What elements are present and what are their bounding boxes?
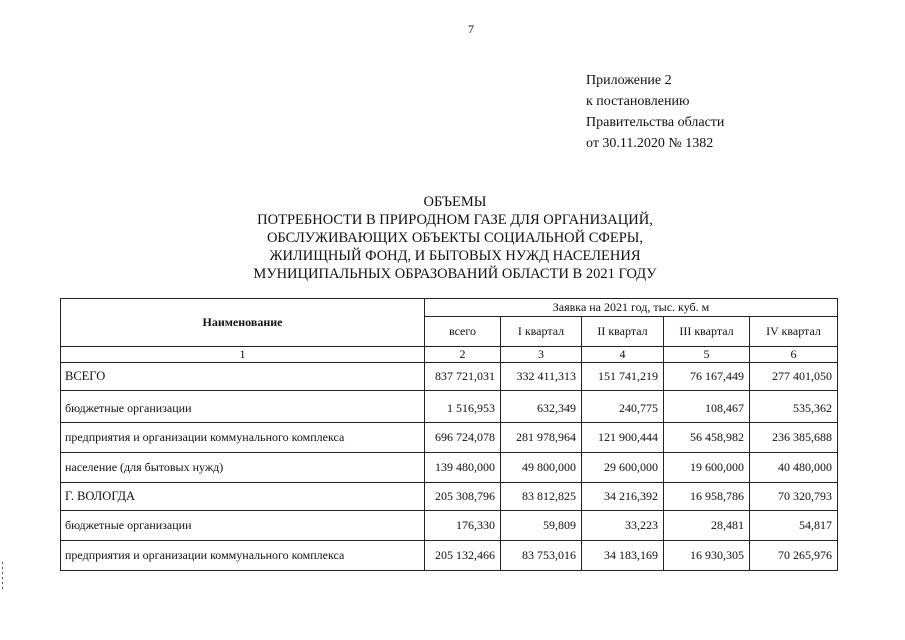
table-row [61,423,838,453]
cell-q3: 16 958,786 [664,483,750,511]
cell-q4: 54,817 [750,511,838,541]
cell-q3: 19 600,000 [664,453,750,483]
cell-q4: 277 401,050 [750,363,838,391]
appendix-line: к постановлению [586,94,690,109]
cell-q4: 70 265,976 [750,541,838,571]
column-header-q4: IV квартал [750,317,838,347]
appendix-line: Приложение 2 [586,73,672,88]
cell-q3: 28,481 [664,511,750,541]
row-name: ВСЕГО [61,363,425,391]
cell-total: 176,330 [425,511,501,541]
column-header-q3: III квартал [664,317,750,347]
cell-q1: 632,349 [501,391,582,423]
appendix-line: Правительства области [586,115,725,130]
row-name: бюджетные организации [61,391,425,423]
cell-q4: 236 385,688 [750,423,838,453]
cell-q2: 121 900,444 [582,423,664,453]
row-name: бюджетные организации [61,511,425,541]
row-name: население (для бытовых нужд) [61,453,425,483]
cell-q1: 49 800,000 [501,453,582,483]
cell-q1: 281 978,964 [501,423,582,453]
table-row [61,391,838,423]
document-title [160,193,750,283]
title-line: ОБЪЕМЫ [423,194,487,210]
column-header-q2: II квартал [582,317,664,347]
title-line: ЖИЛИЩНЫЙ ФОНД, И БЫТОВЫХ НУЖД НАСЕЛЕНИЯ [269,248,641,264]
cell-q2: 33,223 [582,511,664,541]
appendix-line: от 30.11.2020 № 1382 [586,136,714,151]
scan-edge-mark [2,562,3,590]
appendix-block [586,70,724,154]
cell-q3: 16 930,305 [664,541,750,571]
column-index: 5 [664,347,750,363]
title-line: ПОТРЕБНОСТИ В ПРИРОДНОМ ГАЗЕ ДЛЯ ОРГАНИЗАЦИЙ, [257,212,653,228]
column-header-q1: I квартал [501,317,582,347]
cell-q1: 59,809 [501,511,582,541]
row-name: предприятия и организации коммунального комплекса [61,423,425,453]
title-line: МУНИЦИПАЛЬНЫХ ОБРАЗОВАНИЙ ОБЛАСТИ В 2021 ГОДУ [253,266,657,282]
gas-volume-table [60,298,838,571]
name-column-header: Наименование [61,299,425,347]
cell-q4: 40 480,000 [750,453,838,483]
column-index: 4 [582,347,664,363]
cell-q1: 83 812,825 [501,483,582,511]
cell-q3: 108,467 [664,391,750,423]
cell-q2: 34 183,169 [582,541,664,571]
cell-q4: 70 320,793 [750,483,838,511]
table-row [61,541,838,571]
column-index-row [61,347,838,363]
cell-q2: 29 600,000 [582,453,664,483]
cell-q2: 151 741,219 [582,363,664,391]
cell-total: 696 724,078 [425,423,501,453]
header-row [61,299,838,317]
cell-q1: 83 753,016 [501,541,582,571]
request-group-header: Заявка на 2021 год, тыс. куб. м [425,299,838,317]
cell-total: 837 721,031 [425,363,501,391]
cell-total: 205 308,796 [425,483,501,511]
cell-total: 139 480,000 [425,453,501,483]
cell-q3: 56 458,982 [664,423,750,453]
title-line: ОБСЛУЖИВАЮЩИХ ОБЪЕКТЫ СОЦИАЛЬНОЙ СФЕРЫ, [266,230,644,246]
column-index: 3 [501,347,582,363]
cell-total: 205 132,466 [425,541,501,571]
cell-q2: 240,775 [582,391,664,423]
table-row [61,363,838,391]
column-header-total: всего [425,317,501,347]
table-row [61,483,838,511]
page-number: 7 [468,22,474,36]
cell-total: 1 516,953 [425,391,501,423]
cell-q1: 332 411,313 [501,363,582,391]
column-index: 6 [750,347,838,363]
cell-q4: 535,362 [750,391,838,423]
column-index: 1 [61,347,425,363]
cell-q3: 76 167,449 [664,363,750,391]
row-name: Г. ВОЛОГДА [61,483,425,511]
table-row [61,511,838,541]
column-index: 2 [425,347,501,363]
row-name: предприятия и организации коммунального комплекса [61,541,425,571]
cell-q2: 34 216,392 [582,483,664,511]
table-row [61,453,838,483]
